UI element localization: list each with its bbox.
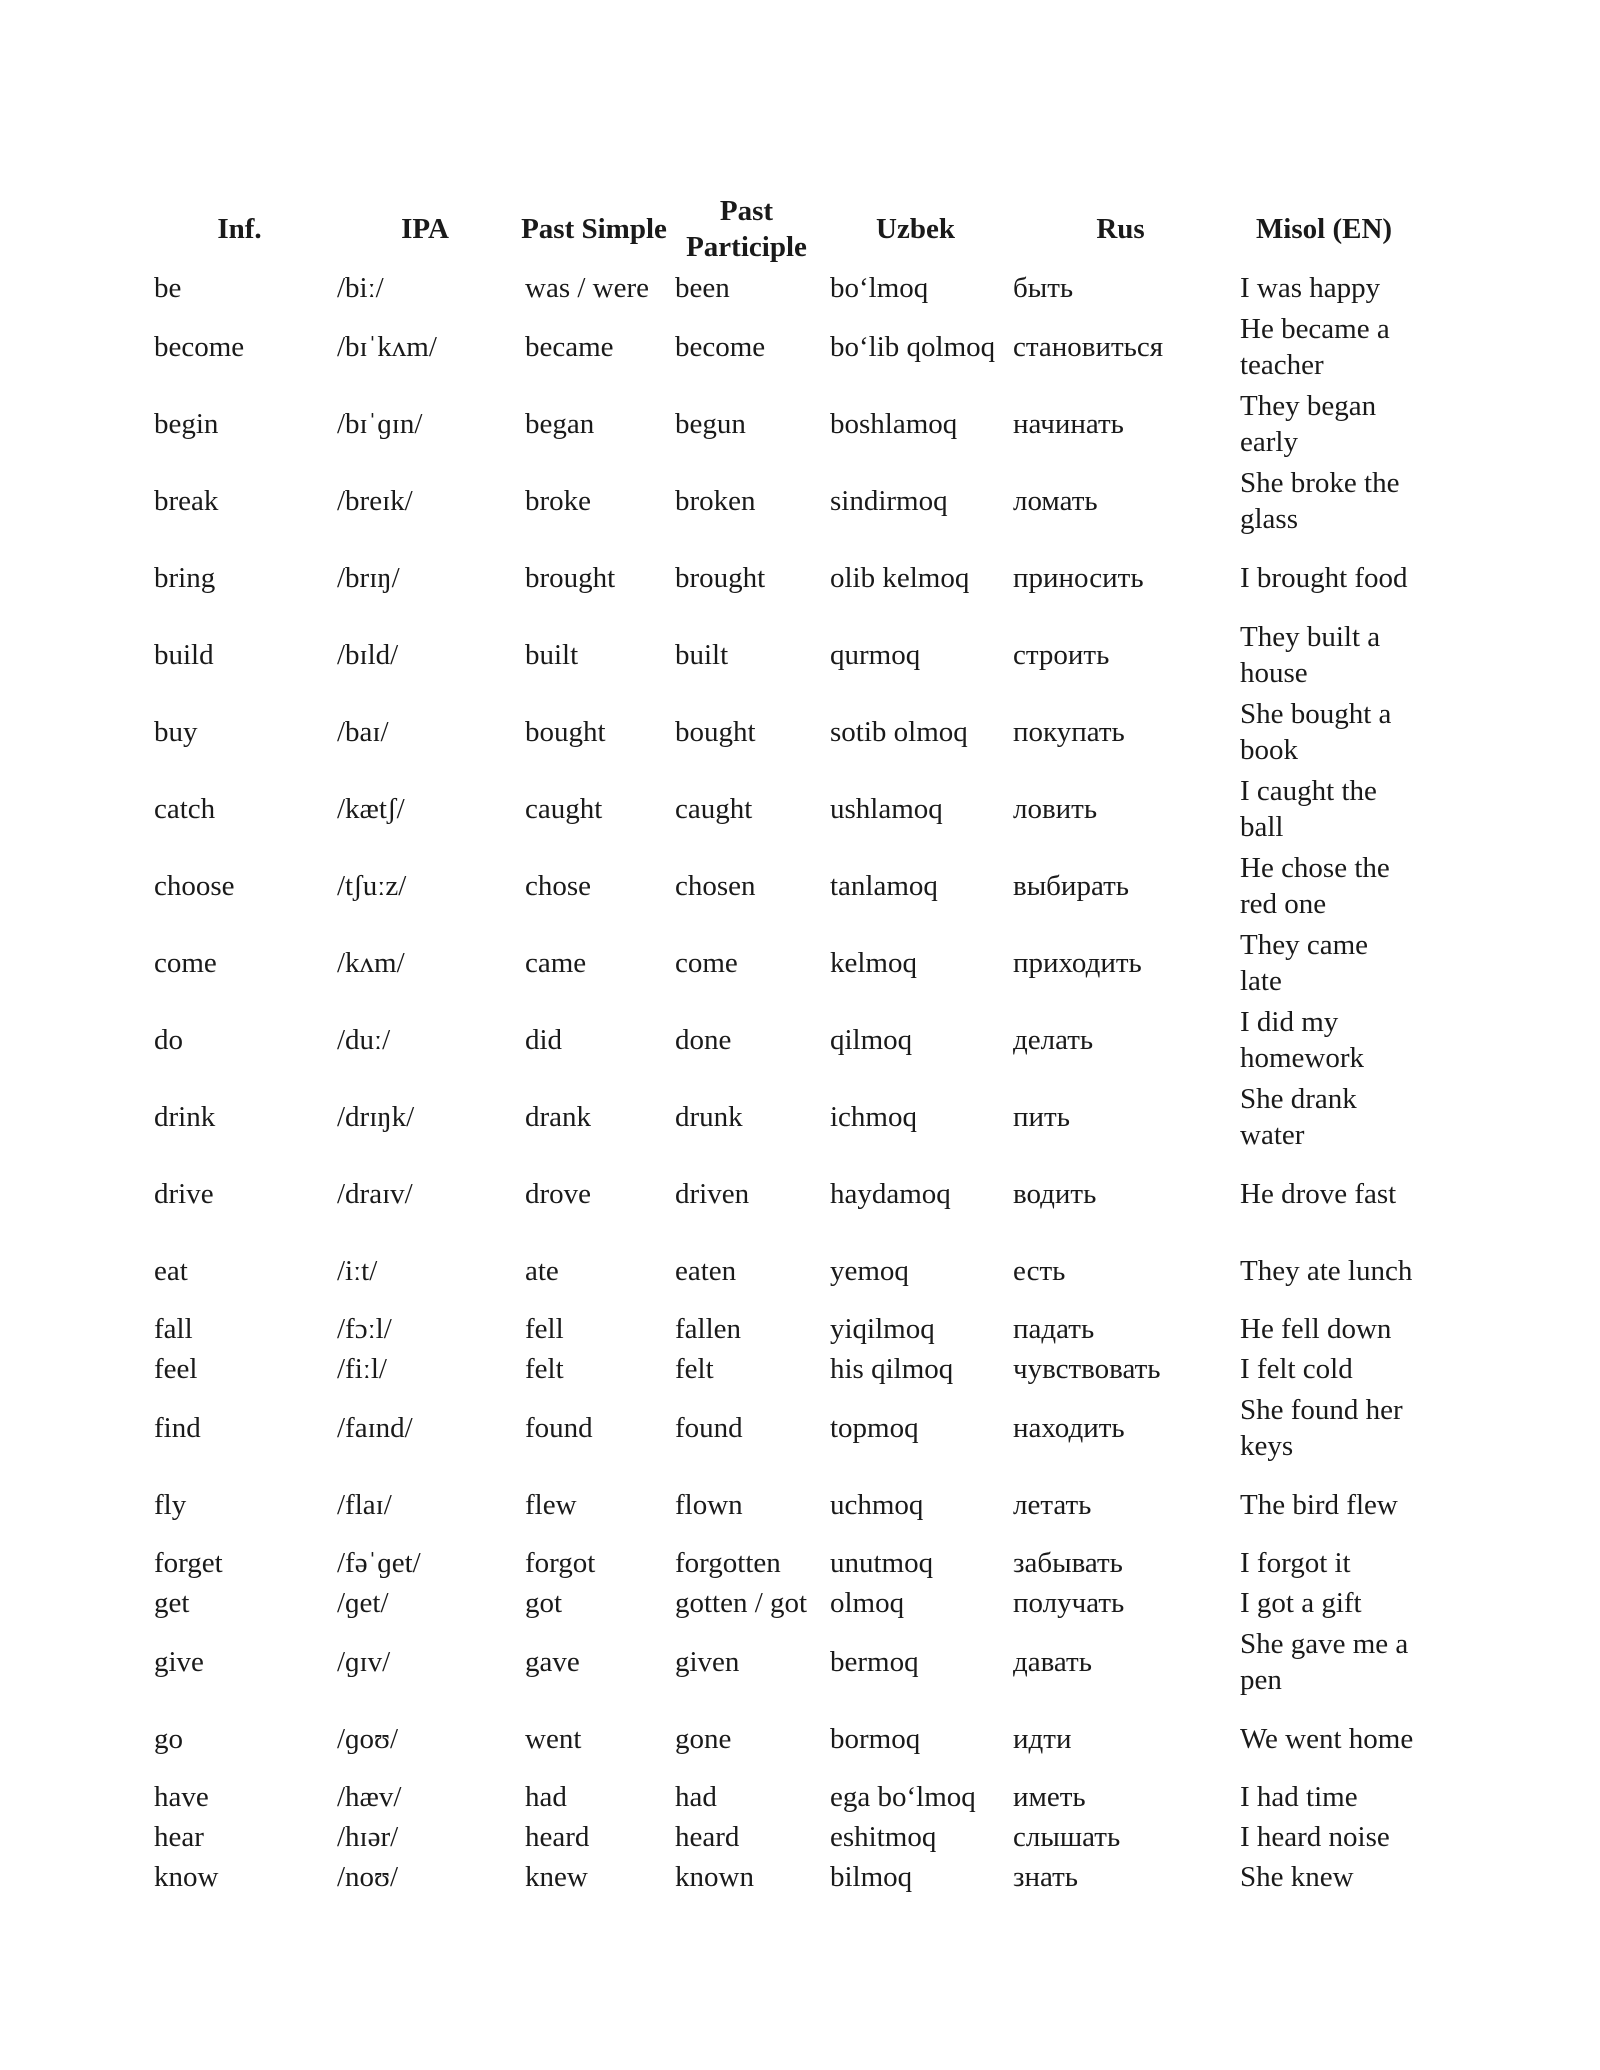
past-simple-cell: had	[525, 1781, 567, 1813]
table-row	[148, 1817, 1414, 1857]
ipa-cell: /bɪˈɡɪn/	[337, 407, 423, 440]
russian-cell: получать	[1013, 1587, 1125, 1619]
past-simple-cell: did	[525, 1023, 563, 1056]
past-participle-cell: gone	[675, 1722, 732, 1755]
infinitive-cell: feel	[154, 1353, 198, 1385]
past-participle-cell: known	[675, 1861, 754, 1893]
russian-cell: делать	[1013, 1023, 1094, 1056]
past-simple-cell: broke	[525, 484, 592, 517]
past-simple-cell: ate	[525, 1254, 559, 1287]
ipa-cell: /kætʃ/	[337, 792, 405, 825]
past-simple-cell: was / were	[525, 272, 650, 304]
uzbek-cell: haydamoq	[830, 1177, 951, 1210]
past-participle-cell: become	[675, 330, 766, 363]
infinitive-cell: do	[154, 1023, 183, 1056]
example-cell: She drank water	[1240, 1082, 1357, 1151]
ipa-cell: /bɪˈkʌm/	[337, 330, 437, 363]
russian-cell: приносить	[1013, 561, 1144, 594]
infinitive-cell: drive	[154, 1177, 214, 1210]
table-row	[148, 1309, 1414, 1349]
ipa-cell: /flaɪ/	[337, 1488, 392, 1521]
russian-cell: давать	[1013, 1645, 1092, 1678]
uzbek-cell: boʻlmoq	[830, 272, 929, 304]
infinitive-cell: hear	[154, 1821, 204, 1853]
ipa-cell: /fiːl/	[337, 1353, 387, 1385]
example-cell: He became a teacher	[1240, 312, 1390, 381]
ipa-cell: /kʌm/	[337, 946, 405, 979]
past-simple-cell: bought	[525, 715, 606, 748]
ipa-cell: /hæv/	[337, 1781, 402, 1813]
past-simple-cell: drank	[525, 1100, 592, 1133]
ipa-cell: /biː/	[337, 272, 384, 304]
table-row	[148, 1623, 1414, 1700]
example-cell: The bird flew	[1240, 1488, 1398, 1521]
uzbek-cell: sotib olmoq	[830, 715, 968, 748]
ipa-cell: /noʊ/	[337, 1861, 399, 1893]
russian-cell: есть	[1013, 1254, 1066, 1287]
past-simple-cell: drove	[525, 1177, 592, 1210]
header-past-participle: Past Participle	[686, 195, 807, 263]
table-row	[148, 616, 1414, 693]
russian-cell: знать	[1013, 1861, 1078, 1893]
example-cell: He chose the red one	[1240, 851, 1390, 920]
russian-cell: начинать	[1013, 407, 1124, 440]
infinitive-cell: become	[154, 330, 245, 363]
ipa-cell: /baɪ/	[337, 715, 389, 748]
past-simple-cell: gave	[525, 1645, 580, 1678]
russian-cell: выбирать	[1013, 869, 1129, 902]
table-row	[148, 1155, 1414, 1232]
russian-cell: летать	[1013, 1488, 1092, 1521]
table-row	[148, 847, 1414, 924]
past-participle-cell: broken	[675, 484, 756, 517]
table-row	[148, 1466, 1414, 1543]
table-row	[148, 268, 1414, 308]
past-participle-cell: built	[675, 638, 729, 671]
past-participle-cell: forgotten	[675, 1547, 781, 1579]
ipa-cell: /iːt/	[337, 1254, 378, 1287]
uzbek-cell: ushlamoq	[830, 792, 943, 825]
ipa-cell: /ɡoʊ/	[337, 1722, 399, 1755]
ipa-cell: /ɡet/	[337, 1587, 389, 1619]
ipa-cell: /faɪnd/	[337, 1411, 413, 1444]
table-row	[148, 1001, 1414, 1078]
russian-cell: слышать	[1013, 1821, 1121, 1853]
example-cell: I did my homework	[1240, 1005, 1365, 1074]
uzbek-cell: kelmoq	[830, 946, 917, 979]
russian-cell: быть	[1013, 272, 1074, 304]
infinitive-cell: give	[154, 1645, 204, 1678]
infinitive-cell: buy	[154, 715, 198, 748]
past-simple-cell: fell	[525, 1313, 564, 1345]
table-row	[148, 1857, 1414, 1897]
past-simple-cell: forgot	[525, 1547, 596, 1579]
past-simple-cell: got	[525, 1587, 563, 1619]
uzbek-cell: bermoq	[830, 1645, 919, 1678]
past-participle-cell: heard	[675, 1821, 740, 1853]
example-cell: They came late	[1240, 928, 1369, 997]
past-participle-cell: eaten	[675, 1254, 737, 1287]
ipa-cell: /fəˈɡet/	[337, 1547, 421, 1579]
past-participle-cell: given	[675, 1645, 740, 1678]
example-cell: I had time	[1240, 1781, 1358, 1813]
example-cell: They began early	[1240, 389, 1377, 458]
uzbek-cell: tanlamoq	[830, 869, 938, 902]
past-participle-cell: gotten / got	[675, 1587, 808, 1619]
past-participle-cell: brought	[675, 561, 766, 594]
infinitive-cell: build	[154, 638, 214, 671]
russian-cell: пить	[1013, 1100, 1070, 1133]
russian-cell: иметь	[1013, 1781, 1086, 1813]
table-row	[148, 924, 1414, 1001]
uzbek-cell: ichmoq	[830, 1100, 917, 1133]
uzbek-cell: his qilmoq	[830, 1353, 954, 1385]
ipa-cell: /draɪv/	[337, 1177, 413, 1210]
past-participle-cell: fallen	[675, 1313, 742, 1345]
ipa-cell: /bɪld/	[337, 638, 399, 671]
past-participle-cell: felt	[675, 1353, 714, 1385]
uzbek-cell: olib kelmoq	[830, 561, 970, 594]
header-infinitive: Inf.	[217, 213, 262, 245]
infinitive-cell: go	[154, 1722, 183, 1755]
header-uzbek: Uzbek	[876, 213, 955, 245]
table-row	[148, 1078, 1414, 1155]
past-participle-cell: done	[675, 1023, 732, 1056]
uzbek-cell: unutmoq	[830, 1547, 934, 1579]
infinitive-cell: be	[154, 272, 182, 304]
example-cell: I got a gift	[1240, 1587, 1362, 1619]
past-participle-cell: chosen	[675, 869, 756, 902]
table-row	[148, 1232, 1414, 1309]
ipa-cell: /tʃuːz/	[337, 869, 407, 902]
infinitive-cell: forget	[154, 1547, 223, 1579]
table-row	[148, 308, 1414, 385]
past-simple-cell: felt	[525, 1353, 564, 1385]
example-cell: I caught the ball	[1240, 774, 1377, 843]
uzbek-cell: ega boʻlmoq	[830, 1781, 976, 1813]
header-row	[148, 190, 1414, 268]
header-example: Misol (EN)	[1255, 213, 1393, 245]
infinitive-cell: get	[154, 1587, 190, 1619]
russian-cell: ловить	[1013, 792, 1098, 825]
past-simple-cell: brought	[525, 561, 616, 594]
example-cell: I heard noise	[1240, 1821, 1390, 1853]
example-cell: She bought a book	[1240, 697, 1392, 766]
example-cell: We went home	[1240, 1722, 1414, 1755]
russian-cell: чувствовать	[1013, 1353, 1161, 1385]
past-simple-cell: flew	[525, 1488, 577, 1521]
past-participle-cell: found	[675, 1411, 743, 1444]
infinitive-cell: eat	[154, 1254, 188, 1287]
table-row	[148, 770, 1414, 847]
uzbek-cell: sindirmoq	[830, 484, 948, 517]
table-row	[148, 539, 1414, 616]
ipa-cell: /drɪŋk/	[337, 1100, 415, 1133]
ipa-cell: /ɡɪv/	[337, 1645, 391, 1678]
verb-table	[148, 190, 1414, 1897]
past-simple-cell: began	[525, 407, 595, 440]
russian-cell: забывать	[1013, 1547, 1123, 1579]
ipa-cell: /fɔːl/	[337, 1313, 392, 1345]
russian-cell: ломать	[1013, 484, 1098, 517]
header-past-simple: Past Simple	[521, 213, 667, 245]
header-russian: Rus	[1096, 213, 1145, 245]
past-simple-cell: found	[525, 1411, 593, 1444]
example-cell: She found her keys	[1240, 1393, 1403, 1462]
russian-cell: строить	[1013, 638, 1110, 671]
past-simple-cell: went	[525, 1722, 582, 1755]
infinitive-cell: drink	[154, 1100, 216, 1133]
table-row	[148, 1700, 1414, 1777]
header-ipa: IPA	[401, 213, 449, 245]
example-cell: She knew	[1240, 1861, 1354, 1893]
example-cell: He drove fast	[1240, 1177, 1397, 1210]
example-cell: I felt cold	[1240, 1353, 1353, 1385]
infinitive-cell: begin	[154, 407, 219, 440]
uzbek-cell: eshitmoq	[830, 1821, 937, 1853]
uzbek-cell: qurmoq	[830, 638, 921, 671]
past-participle-cell: caught	[675, 792, 753, 825]
example-cell: She gave me a pen	[1240, 1627, 1409, 1696]
table-row	[148, 1583, 1414, 1623]
table-row	[148, 693, 1414, 770]
russian-cell: падать	[1013, 1313, 1095, 1345]
ipa-cell: /hɪər/	[337, 1821, 399, 1853]
infinitive-cell: fall	[154, 1313, 193, 1345]
infinitive-cell: break	[154, 484, 219, 517]
verb-table-body	[148, 268, 1414, 1897]
past-participle-cell: begun	[675, 407, 746, 440]
ipa-cell: /brɪŋ/	[337, 561, 400, 594]
russian-cell: идти	[1013, 1722, 1072, 1755]
table-row	[148, 1543, 1414, 1583]
past-participle-cell: driven	[675, 1177, 750, 1210]
past-simple-cell: knew	[525, 1861, 588, 1893]
uzbek-cell: bilmoq	[830, 1861, 913, 1893]
table-row	[148, 1349, 1414, 1389]
ipa-cell: /breɪk/	[337, 484, 413, 517]
russian-cell: становиться	[1013, 330, 1164, 363]
uzbek-cell: boʻlib qolmoq	[830, 330, 996, 363]
uzbek-cell: bormoq	[830, 1722, 921, 1755]
russian-cell: находить	[1013, 1411, 1125, 1444]
table-row	[148, 1777, 1414, 1817]
past-participle-cell: come	[675, 946, 738, 979]
infinitive-cell: know	[154, 1861, 219, 1893]
past-simple-cell: heard	[525, 1821, 590, 1853]
example-cell: She broke the glass	[1240, 466, 1400, 535]
table-row	[148, 462, 1414, 539]
past-simple-cell: chose	[525, 869, 592, 902]
example-cell: I forgot it	[1240, 1547, 1351, 1579]
infinitive-cell: catch	[154, 792, 216, 825]
infinitive-cell: bring	[154, 561, 216, 594]
example-cell: I brought food	[1240, 561, 1408, 594]
infinitive-cell: choose	[154, 869, 235, 902]
past-participle-cell: bought	[675, 715, 756, 748]
example-cell: They built a house	[1240, 620, 1381, 689]
uzbek-cell: yiqilmoq	[830, 1313, 935, 1345]
past-participle-cell: drunk	[675, 1100, 743, 1133]
past-participle-cell: flown	[675, 1488, 743, 1521]
infinitive-cell: find	[154, 1411, 201, 1444]
past-simple-cell: built	[525, 638, 579, 671]
uzbek-cell: qilmoq	[830, 1023, 913, 1056]
ipa-cell: /duː/	[337, 1023, 391, 1056]
table-row	[148, 1389, 1414, 1466]
past-participle-cell: had	[675, 1781, 717, 1813]
russian-cell: покупать	[1013, 715, 1125, 748]
russian-cell: приходить	[1013, 946, 1142, 979]
infinitive-cell: come	[154, 946, 217, 979]
uzbek-cell: boshlamoq	[830, 407, 958, 440]
example-cell: He fell down	[1240, 1313, 1392, 1345]
uzbek-cell: topmoq	[830, 1411, 919, 1444]
example-cell: I was happy	[1240, 272, 1381, 304]
uzbek-cell: olmoq	[830, 1587, 905, 1619]
uzbek-cell: uchmoq	[830, 1488, 924, 1521]
infinitive-cell: fly	[154, 1488, 187, 1521]
infinitive-cell: have	[154, 1781, 209, 1813]
past-simple-cell: became	[525, 330, 614, 363]
past-simple-cell: caught	[525, 792, 603, 825]
past-simple-cell: came	[525, 946, 587, 979]
uzbek-cell: yemoq	[830, 1254, 909, 1287]
past-participle-cell: been	[675, 272, 730, 304]
example-cell: They ate lunch	[1240, 1254, 1413, 1287]
table-row	[148, 385, 1414, 462]
russian-cell: водить	[1013, 1177, 1097, 1210]
